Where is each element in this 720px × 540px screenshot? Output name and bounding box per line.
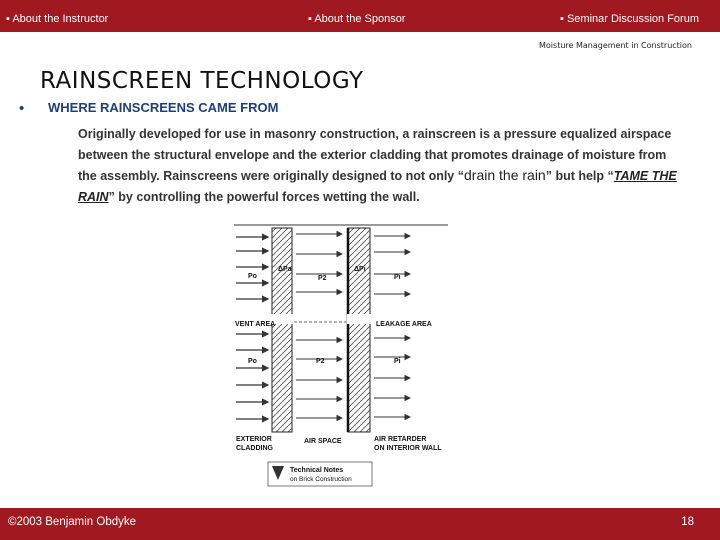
label-po-bottom: Po <box>248 358 257 365</box>
leakage-opening <box>347 314 371 324</box>
label-vent-area: VENT AREA <box>235 321 276 328</box>
paragraph-text-2: ” but help “ <box>545 169 614 183</box>
label-leakage-area: LEAKAGE AREA <box>376 321 432 328</box>
body-paragraph <box>78 124 688 207</box>
bullet-marker: • <box>19 100 25 117</box>
airspace-arrows <box>296 234 342 418</box>
label-pi-top: Pi <box>394 274 401 281</box>
label-air-space: AIR SPACE <box>304 438 342 445</box>
presentation-subtitle: Moisture Management in Construction <box>539 41 692 50</box>
exterior-cladding-wall <box>272 228 292 432</box>
label-delta-pi: ΔPi <box>354 266 366 273</box>
nav-seminar-forum[interactable]: ▪ Seminar Discussion Forum <box>560 13 699 25</box>
rainscreen-diagram <box>234 222 454 490</box>
label-delta-pa: ΔPa <box>278 266 292 273</box>
logo-line-1: Technical Notes <box>290 467 344 474</box>
wind-arrows-outside <box>236 237 268 419</box>
nav-about-sponsor[interactable]: ▪ About the Sponsor <box>308 13 406 25</box>
slide-title: RAINSCREEN TECHNOLOGY <box>40 68 364 94</box>
label-cladding: CLADDING <box>236 445 273 452</box>
tame-the-rain-phrase: TAME THE RAIN <box>78 169 677 204</box>
paragraph-text-1: Originally developed for use in masonry construction, a rainscreen is a pressure equalized airspace between the structural envelope and the exterior cladding that promotes drainage of moisture from the assembly. Rainscreens were originally designed to not only “ <box>78 127 672 183</box>
label-p2-bottom: P2 <box>316 358 325 365</box>
logo-line-2: on Brick Construction <box>290 476 352 483</box>
page-number: 18 <box>681 516 694 528</box>
paragraph-text-3: ” by controlling the powerful forces wetting the wall. <box>108 189 420 204</box>
drain-the-rain-phrase: drain the rain <box>464 167 546 183</box>
copyright-text: ©2003 Benjamin Obdyke <box>8 516 137 528</box>
label-po: Po <box>248 273 257 280</box>
nav-about-instructor[interactable]: ▪ About the Instructor <box>6 13 109 25</box>
label-interior-wall: ON INTERIOR WALL <box>374 445 442 452</box>
label-air-retarder: AIR RETARDER <box>374 436 427 443</box>
label-p2-top: P2 <box>318 275 327 282</box>
label-exterior: EXTERIOR <box>236 436 272 443</box>
section-heading: WHERE RAINSCREENS CAME FROM <box>48 100 279 115</box>
interior-wall <box>348 228 370 432</box>
label-pi-bottom: Pi <box>394 358 401 365</box>
technical-notes-logo <box>268 462 372 486</box>
